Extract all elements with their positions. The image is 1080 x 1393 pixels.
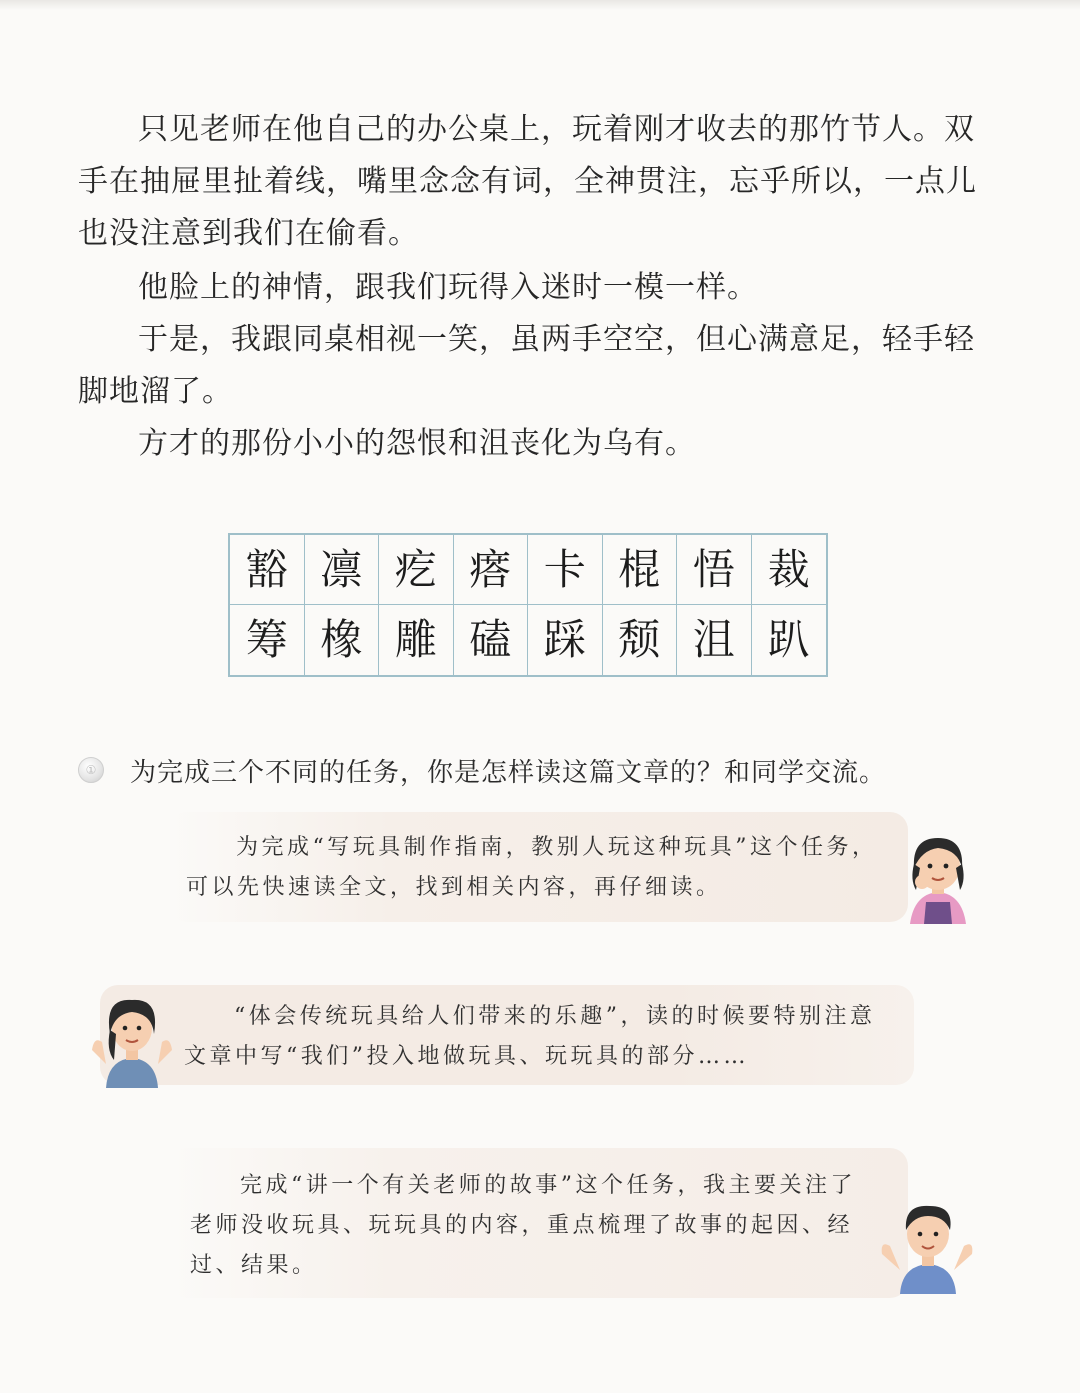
character-cell: 卡 [528, 535, 603, 605]
girl-student-illustration-icon [84, 990, 180, 1088]
passage-paragraph-3: 于是，我跟同桌相视一笑，虽两手空空，但心满意足，轻手轻脚地溜了。 [78, 322, 975, 409]
speech-bubble-text: “体会传统玩具给人们带来的乐趣”，读的时候要特别注意文章中写“我们”投入地做玩具、玩玩具的部分…… [184, 1004, 876, 1069]
passage-paragraph-4: 方才的那份小小的怨恨和沮丧化为乌有。 [138, 426, 696, 461]
question-text: 为完成三个不同的任务，你是怎样读这篇文章的？和同学交流。 [130, 757, 887, 788]
character-cell: 颓 [603, 605, 678, 675]
character-cell: 棍 [603, 535, 678, 605]
character-cell: 凛 [305, 535, 380, 605]
character-cell: 疙 [379, 535, 454, 605]
girl-student-illustration-icon [896, 828, 980, 924]
speech-bubble-3 [168, 1148, 908, 1298]
character-cell: 瘩 [454, 535, 529, 605]
character-cell: 踩 [528, 605, 603, 675]
speech-bubble-text: 为完成“写玩具制作指南，教别人玩这种玩具”这个任务，可以先快速读全文，找到相关内容，再仔细读。 [186, 835, 878, 900]
character-cell: 悟 [677, 535, 752, 605]
page-top-edge [0, 0, 1080, 10]
question-number-icon: ① [78, 757, 104, 783]
passage-paragraph-2: 他脸上的神情，跟我们玩得入迷时一模一样。 [138, 270, 758, 305]
character-cell: 沮 [677, 605, 752, 675]
discussion-question [78, 753, 886, 787]
character-cell: 橡 [305, 605, 380, 675]
boy-student-illustration-icon [874, 1196, 980, 1294]
character-cell: 豁 [230, 535, 305, 605]
speech-bubble-text: 完成“讲一个有关老师的故事”这个任务，我主要关注了老师没收玩具、玩玩具的内容，重点梳理了故事的起因、经过、结果。 [190, 1173, 856, 1278]
speech-bubble-2 [100, 985, 914, 1085]
character-cell: 趴 [767, 615, 810, 664]
speech-bubble-1 [168, 812, 908, 922]
character-cell: 雕 [379, 605, 454, 675]
character-cell: 裁 [752, 535, 827, 605]
character-cell: 磕 [454, 605, 529, 675]
character-cell: 筹 [230, 605, 305, 675]
passage-paragraph-1: 只见老师在他自己的办公桌上，玩着刚才收去的那竹节人。双手在抽屉里扯着线，嘴里念念有词，全神贯注，忘乎所以，一点儿也没注意到我们在偷看。 [78, 112, 977, 251]
vocabulary-character-grid [228, 533, 828, 677]
